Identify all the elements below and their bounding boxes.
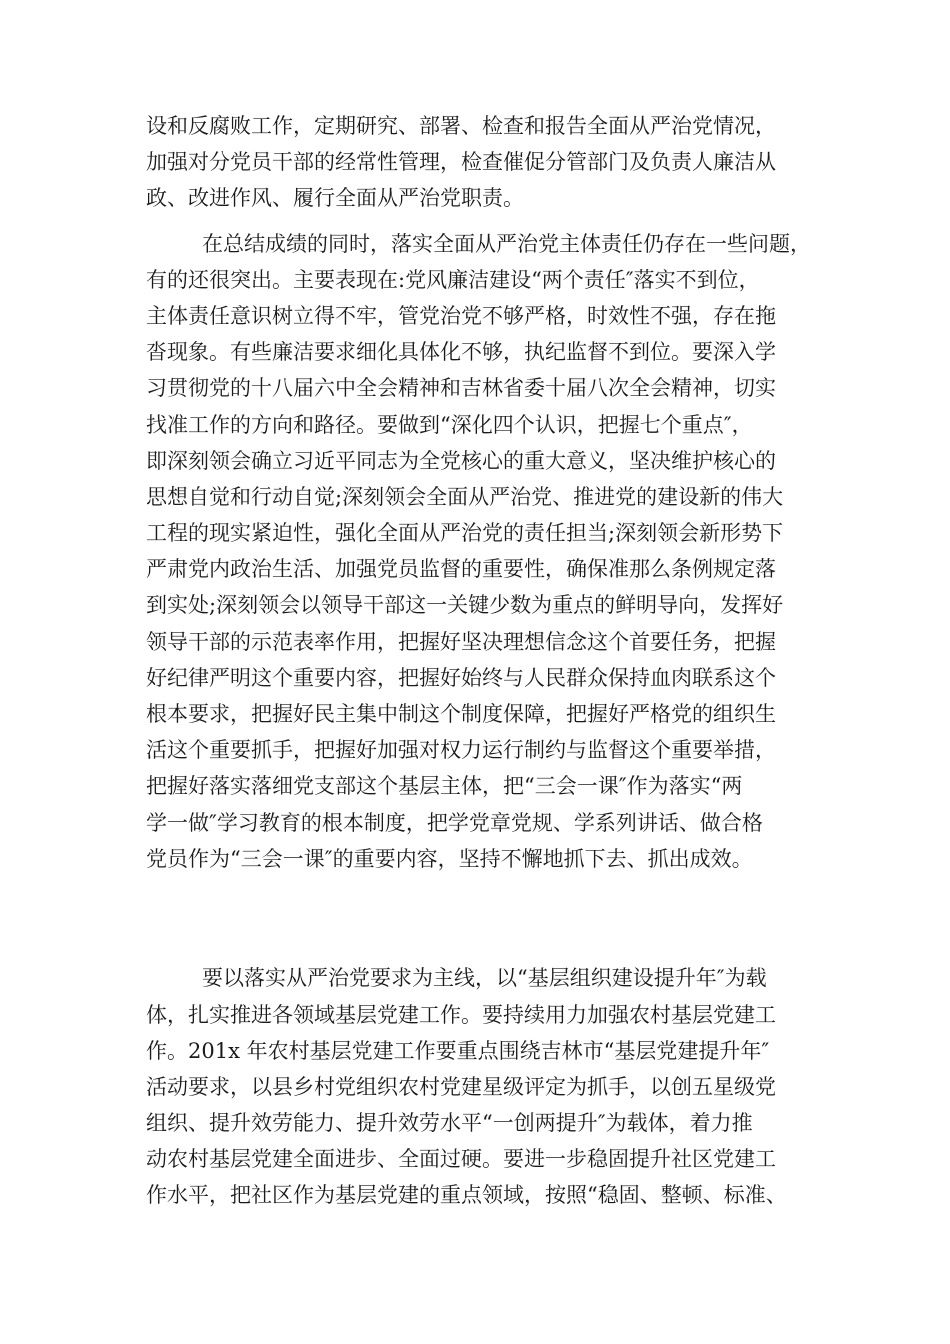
- text-line: 好纪律严明这个重要内容，把握好始终与人民群众保持血肉联系这个: [146, 665, 776, 690]
- text-line: 学一做″学习教育的根本制度，把学党章党规、学系列讲话、做合格: [146, 810, 763, 835]
- text-line: 作。201x 年农村基层党建工作要重点围绕吉林市“基层党建提升年″: [146, 1038, 770, 1063]
- text-line: 组织、提升效劳能力、提升效劳水平“一创两提升″为载体，着力推: [146, 1111, 753, 1136]
- text-line: 活这个重要抓手，把握好加强对权力运行制约与监督这个重要举措，: [146, 738, 776, 763]
- text-line: 党员作为“三会一课″的重要内容，坚持不懈地抓下去、抓出成效。: [146, 846, 753, 871]
- text-line: 找准工作的方向和路径。要做到“深化四个认识，把握七个重点″，: [146, 412, 753, 437]
- paragraph-1: [146, 108, 816, 217]
- text-line: 沓现象。有些廉洁要求细化具体化不够，执纪监督不到位。要深入学: [146, 340, 776, 365]
- text-line: 活动要求，以县乡村党组织农村党建星级评定为抓手，以创五星级党: [146, 1074, 776, 1099]
- paragraph-2: [146, 226, 816, 950]
- text-line-first: 要以落实从严治党要求为主线，以“基层组织建设提升年″为载: [202, 966, 767, 991]
- text-line: 设和反腐败工作，定期研究、部署、检查和报告全面从严治党情况，: [146, 114, 776, 138]
- text-line: 严肃党内政治生活、加强党员监督的重要性，确保准那么条例规定落: [146, 557, 776, 582]
- text-line: 动农村基层党建全面进步、全面过硬。要进一步稳固提升社区党建工: [146, 1147, 776, 1172]
- document-body: [146, 108, 816, 1214]
- paragraph-gap: [146, 217, 816, 226]
- text-line: 作水平，把社区作为基层党建的重点领域，按照“稳固、整顿、标准、: [146, 1183, 787, 1208]
- text-line: 有的还很突出。主要表现在:党风廉洁建设“两个责任″落实不到位，: [146, 267, 760, 292]
- text-line: 习贯彻党的十八届六中全会精神和吉林省委十届八次全会精神，切实: [146, 376, 776, 401]
- text-line-first: 在总结成绩的同时，落实全面从严治党主体责任仍存在一些问题，: [202, 231, 811, 256]
- text-line: 到实处;深刻领会以领导干部这一关键少数为重点的鲜明导向，发挥好: [146, 593, 784, 618]
- text-line: 思想自觉和行动自觉;深刻领会全面从严治党、推进党的建设新的伟大: [146, 484, 784, 509]
- text-line: [146, 913, 816, 949]
- text-line: 政、改进作风、履行全面从严治党职责。: [146, 186, 524, 211]
- text-line: 加强对分党员干部的经常性管理，检查催促分管部门及负责人廉洁从: [146, 150, 776, 175]
- text-line: 领导干部的示范表率作用，把握好坚决理想信念这个首要任务，把握: [146, 629, 776, 654]
- text-line: [146, 877, 816, 913]
- text-line: 主体责任意识树立得不牢，管党治党不够严格，时效性不强，存在拖: [146, 303, 776, 328]
- text-line: 把握好落实落细党支部这个基层主体，把“三会一课″作为落实“两: [146, 774, 743, 799]
- text-line: 工程的现实紧迫性，强化全面从严治党的责任担当;深刻领会新形势下: [146, 521, 784, 546]
- paragraph-gap: [146, 949, 816, 960]
- text-line: 即深刻领会确立习近平同志为全党核心的重大意义，坚决维护核心的: [146, 448, 776, 473]
- text-line: 体，扎实推进各领域基层党建工作。要持续用力加强农村基层党建工: [146, 1002, 776, 1027]
- text-line: 根本要求，把握好民主集中制这个制度保障，把握好严格党的组织生: [146, 702, 776, 726]
- paragraph-3: [146, 960, 816, 1213]
